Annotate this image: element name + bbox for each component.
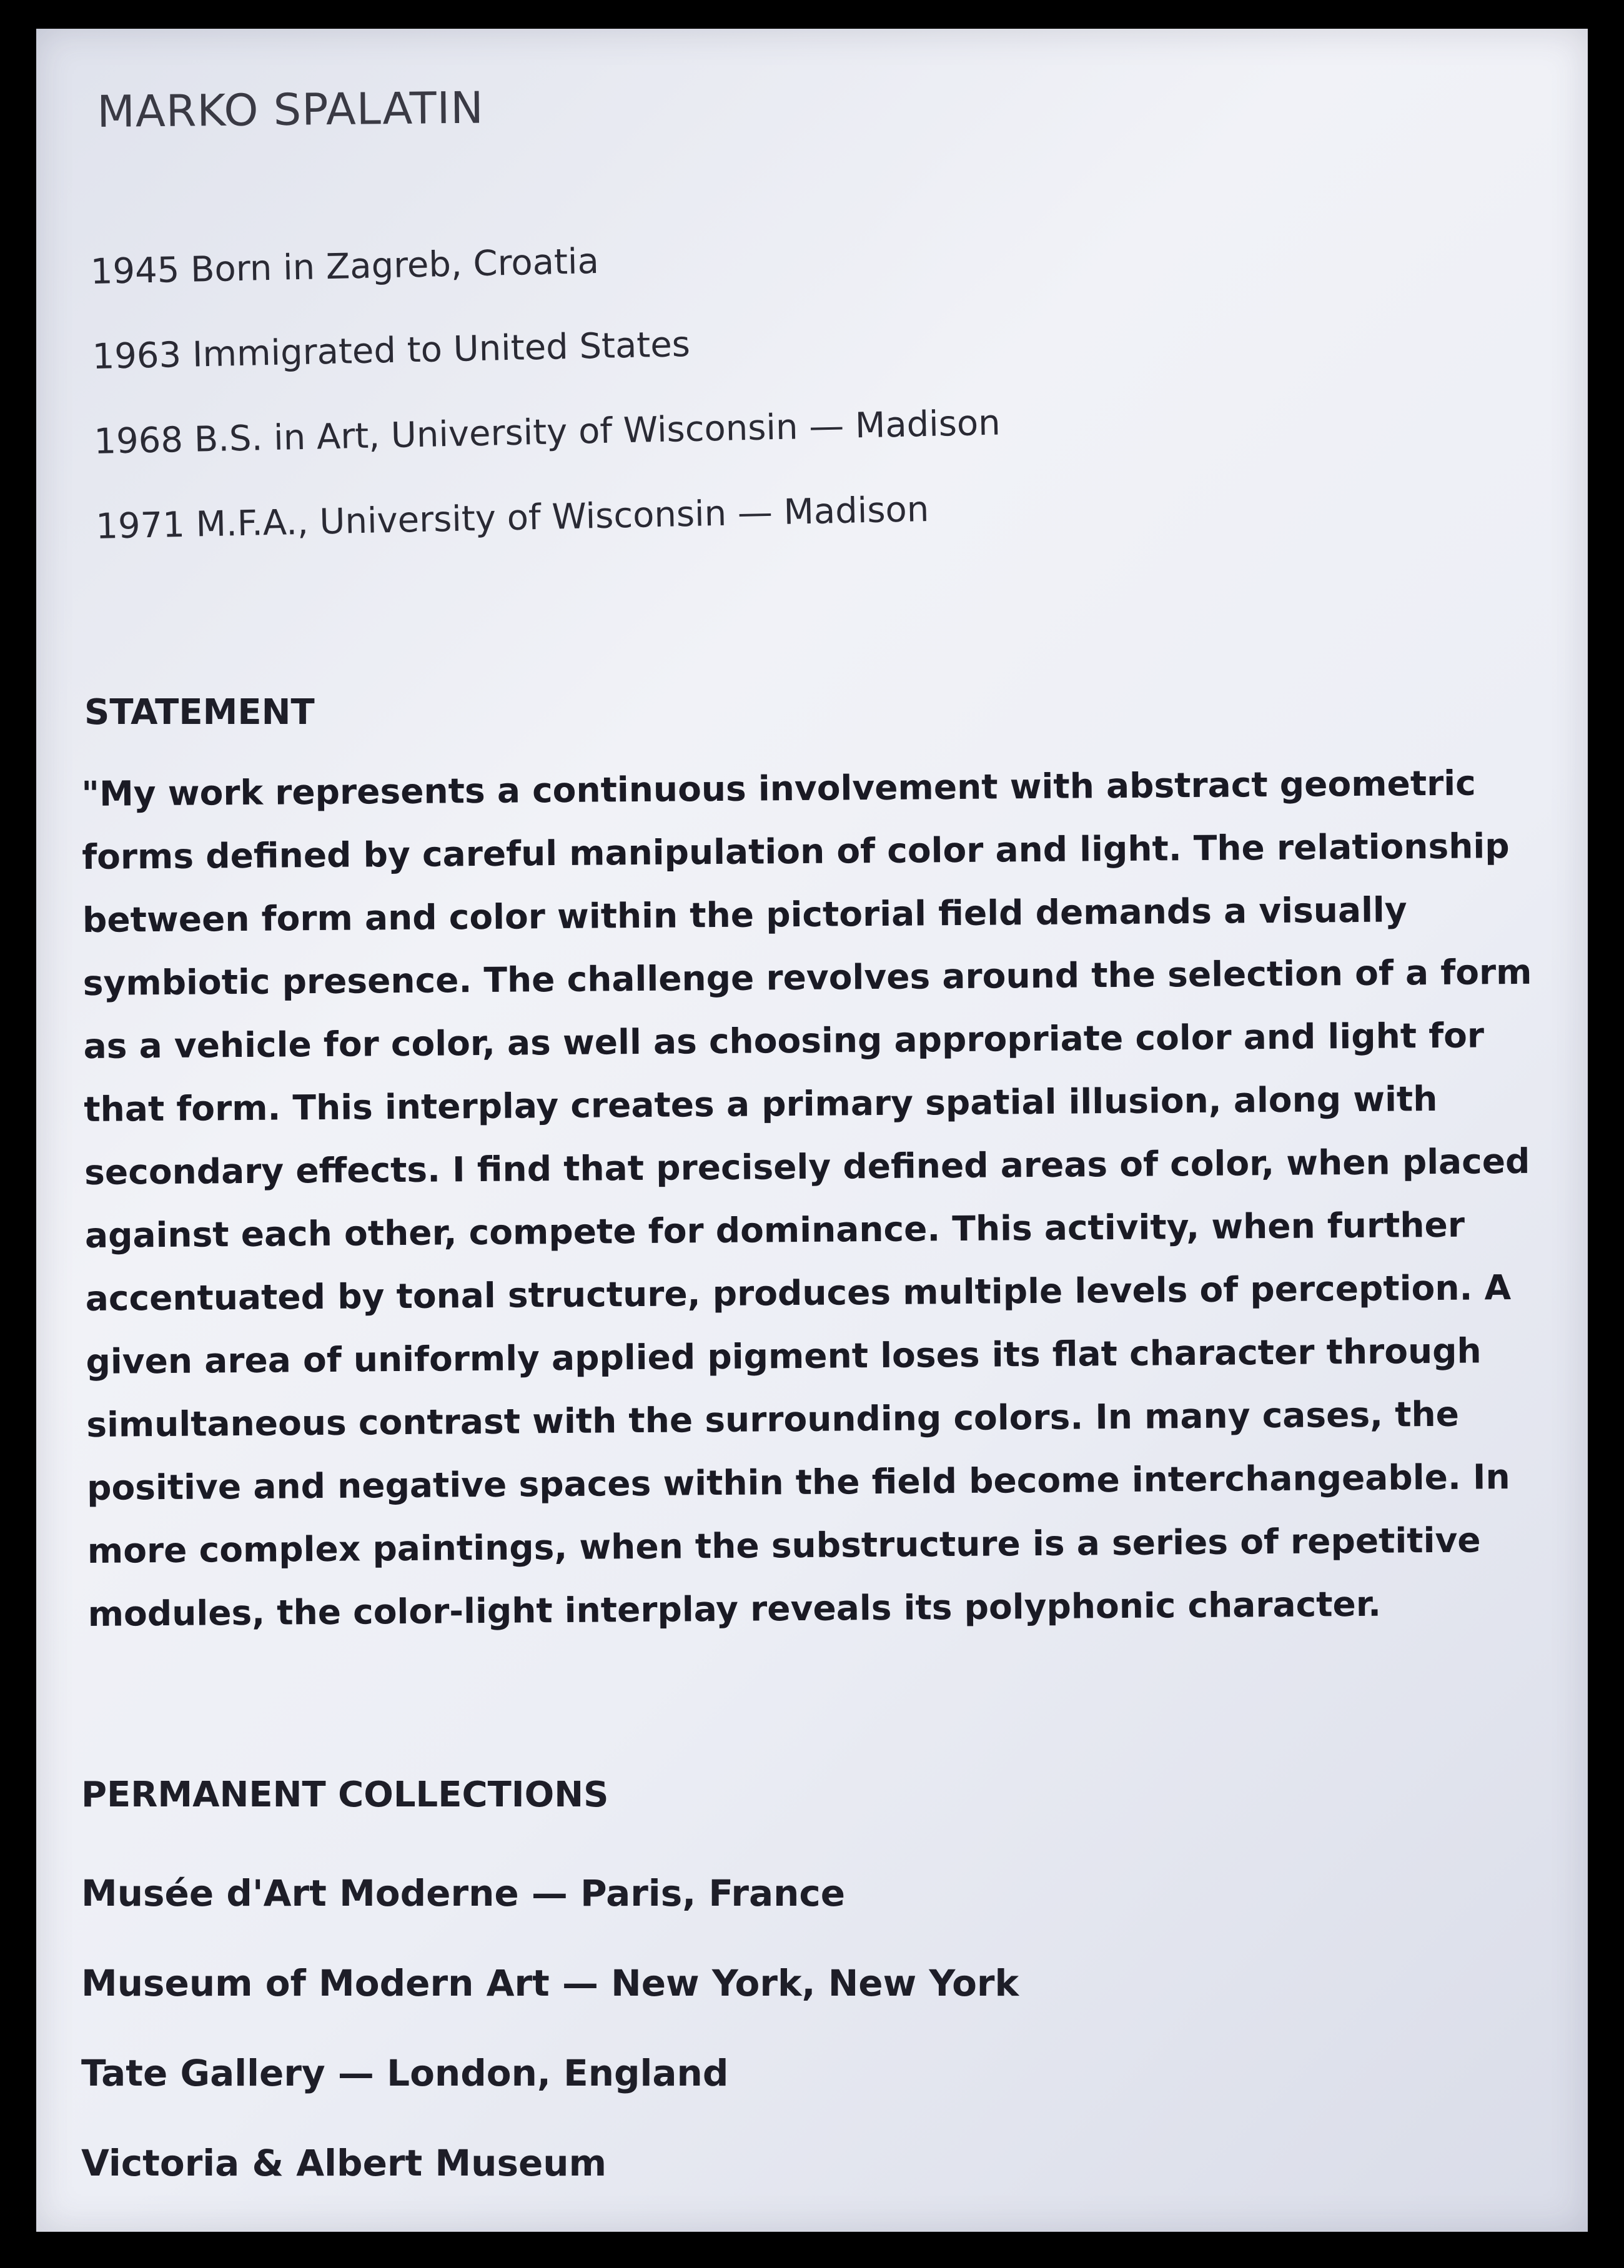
- bio-item: 1945 Born in Zagreb, Croatia: [90, 240, 600, 292]
- bio-item: 1971 M.F.A., University of Wisconsin — Madison: [95, 488, 929, 547]
- collection-item: Museum of Modern Art — New York, New York: [81, 1962, 1019, 2004]
- statement-heading: STATEMENT: [84, 692, 315, 733]
- bio-list: [90, 229, 1003, 587]
- collection-item: Victoria & Albert Museum: [81, 2142, 607, 2184]
- artist-name: MARKO SPALATIN: [97, 82, 485, 137]
- bio-item: 1968 B.S. in Art, University of Wisconsin — Madison: [93, 402, 1001, 462]
- bio-item: 1963 Immigrated to United States: [91, 324, 691, 377]
- collection-item: Tate Gallery — London, England: [81, 2052, 729, 2094]
- statement-text: "My work represents a continuous involvement with abstract geometric forms defined by careful manipulation of color and light. The relationship between form and color within the pictorial field demands a visually symbiotic presence. The challenge revolves around the selection of a form as a vehicle for color, as well as choosing appropriate color and light for that form. This interplay creates a primary spatial illusion, along with secondary effects. I find that precisely defined areas of color, when placed against each other, compete for dominance. This activity, when further accentuated by tonal structure, produces multiple levels of perception. A given area of uniformly applied pigment loses its flat character through simultaneous contrast with the surrounding colors. In many cases, the positive and negative spaces within the field become interchangeable. In more complex paintings, when the substructure is a series of repetitive modules, the color-light interplay reveals its polyphonic character.: [81, 763, 1532, 1634]
- paper-sheet: [36, 29, 1588, 2232]
- collections-list: [81, 1868, 1019, 2228]
- collections-heading: PERMANENT COLLECTIONS: [81, 1775, 609, 1815]
- collection-item: Musée d'Art Moderne — Paris, France: [81, 1872, 846, 1914]
